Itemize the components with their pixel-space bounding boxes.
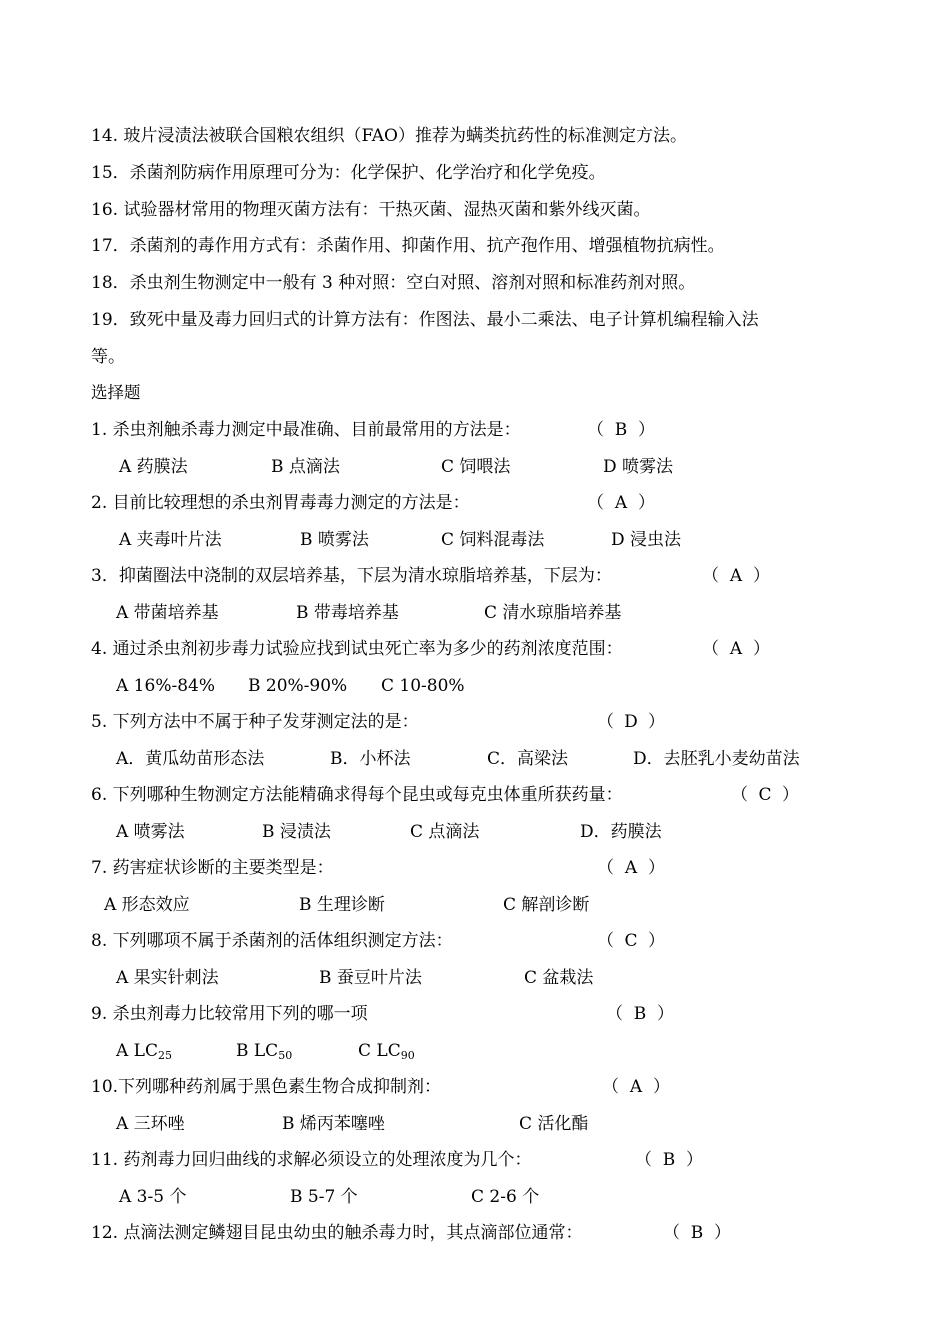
answer-letter: B (633, 1004, 647, 1024)
open-paren: （ (606, 1004, 623, 1024)
answer-bracket (702, 565, 770, 587)
statement-19: 19．致死中量及毒力回归式的计算方法有：作图法、最小二乘法、电子计算机编程输入法 (91, 310, 759, 330)
option-b: B 蚕豆叶片法 (319, 968, 422, 988)
open-paren: （ (731, 785, 748, 805)
answer-bracket (587, 492, 655, 514)
statement-16: 16. 试验器材常用的物理灭菌方法有：干热灭菌、湿热灭菌和紫外线灭菌。 (91, 200, 651, 220)
option-a: A $LC_{25}$ (116, 1041, 172, 1062)
answer-bracket (597, 711, 665, 733)
option-a: A 果实针刺法 (116, 968, 219, 988)
statement-15: 15．杀菌剂防病作用原理可分为：化学保护、化学治疗和化学免疫。 (91, 163, 606, 183)
option-d: D 喷雾法 (603, 457, 674, 477)
question-text: 11. 药剂毒力回归曲线的求解必须设立的处理浓度为几个： (91, 1150, 532, 1170)
question-text: 7. 药害症状诊断的主要类型是： (91, 858, 334, 878)
answer-bracket (587, 419, 655, 441)
option-a: A．黄瓜幼苗形态法 (116, 749, 265, 769)
question-text: 4. 通过杀虫剂初步毒力试验应找到试虫死亡率为多少的药剂浓度范围： (91, 639, 623, 659)
answer-letter: C (758, 785, 772, 805)
option-c: C．高梁法 (487, 749, 569, 769)
option-a: A 16%-84% (116, 676, 215, 696)
answer-letter: B (614, 420, 628, 440)
option-a: A 形态效应 (104, 895, 190, 915)
question-text: 8. 下列哪项不属于杀菌剂的活体组织测定方法： (91, 931, 453, 951)
option-d: D 浸虫法 (611, 530, 682, 550)
open-paren: （ (597, 931, 614, 951)
answer-letter: A (729, 639, 743, 659)
option-b: B 5-7 个 (290, 1187, 358, 1207)
answer-bracket (663, 1222, 731, 1244)
section-title: 选择题 (91, 383, 141, 402)
option-c: C 饲喂法 (441, 457, 511, 477)
open-paren: （ (587, 420, 604, 440)
close-paren: ） (686, 1150, 703, 1170)
answer-letter: A (624, 858, 638, 878)
statement-14: 14. 玻片浸渍法被联合国粮农组织（FAO）推荐为螨类抗药性的标准测定方法。 (91, 126, 687, 146)
option-c: C 2-6 个 (471, 1187, 540, 1207)
answer-bracket (597, 930, 665, 952)
close-paren: ） (648, 712, 665, 732)
answer-bracket (602, 1076, 670, 1098)
question-text: 9. 杀虫剂毒力比较常用下列的哪一项 (91, 1004, 368, 1024)
open-paren: （ (602, 1077, 619, 1097)
statement-17: 17．杀菌剂的毒作用方式有：杀菌作用、抑菌作用、抗产孢作用、增强植物抗病性。 (91, 236, 725, 256)
open-paren: （ (663, 1223, 680, 1243)
close-paren: ） (782, 785, 799, 805)
option-b: B 浸渍法 (262, 822, 331, 842)
subscript: 50 (278, 1049, 293, 1062)
option-b: B 生理诊断 (299, 895, 385, 915)
question-text: 12. 点滴法测定鳞翅目昆虫幼虫的触杀毒力时，其点滴部位通常： (91, 1223, 583, 1243)
close-paren: ） (648, 858, 665, 878)
answer-bracket (702, 638, 770, 660)
statement-19-continued: 等。 (91, 347, 125, 367)
open-paren: （ (702, 566, 719, 586)
question-text: 6. 下列哪种生物测定方法能精确求得每个昆虫或每克虫体重所获药量： (91, 785, 623, 805)
answer-letter: B (662, 1150, 676, 1170)
subscript: 90 (400, 1049, 415, 1062)
option-c: C 点滴法 (410, 822, 480, 842)
option-c: C $LC_{90}$ (358, 1041, 415, 1062)
question-text: 10.下列哪种药剂属于黑色素生物合成抑制剂： (91, 1077, 442, 1097)
open-paren: （ (597, 858, 614, 878)
option-a: A 药膜法 (119, 457, 188, 477)
option-a: A 喷雾法 (116, 822, 185, 842)
question-text: 5. 下列方法中不属于种子发芽测定法的是： (91, 712, 419, 732)
answer-letter: D (624, 712, 638, 732)
open-paren: （ (635, 1150, 652, 1170)
option-c: C 饲料混毒法 (441, 530, 545, 550)
answer-letter: C (624, 931, 638, 951)
close-paren: ） (638, 493, 655, 513)
answer-letter: A (629, 1077, 643, 1097)
option-b: B 喷雾法 (300, 530, 369, 550)
open-paren: （ (702, 639, 719, 659)
close-paren: ） (714, 1223, 731, 1243)
option-a: A 3-5 个 (119, 1187, 187, 1207)
option-b: B 带毒培养基 (296, 603, 399, 623)
close-paren: ） (638, 420, 655, 440)
option-b: B．小杯法 (330, 749, 411, 769)
close-paren: ） (657, 1004, 674, 1024)
answer-letter: A (729, 566, 743, 586)
answer-bracket (635, 1149, 703, 1171)
option-c: C 活化酯 (519, 1114, 589, 1134)
answer-bracket (731, 784, 799, 806)
answer-bracket (606, 1003, 674, 1025)
option-d: D．药膜法 (580, 822, 662, 842)
question-text: 3．抑菌圈法中浇制的双层培养基，下层为清水琼脂培养基，下层为： (91, 566, 612, 586)
option-b: B 点滴法 (271, 457, 340, 477)
option-b: B 20%-90% (248, 676, 348, 696)
open-paren: （ (587, 493, 604, 513)
option-c: C 10-80% (381, 676, 465, 696)
option-a: A 夹毒叶片法 (119, 530, 222, 550)
question-text: 2. 目前比较理想的杀虫剂胃毒毒力测定的方法是： (91, 493, 470, 513)
option-a: A 带菌培养基 (116, 603, 219, 623)
open-paren: （ (597, 712, 614, 732)
question-text: 1. 杀虫剂触杀毒力测定中最准确、目前最常用的方法是： (91, 420, 521, 440)
answer-letter: A (614, 493, 628, 513)
subscript: 25 (157, 1049, 172, 1062)
answer-letter: B (690, 1223, 704, 1243)
close-paren: ） (753, 639, 770, 659)
option-a: A 三环唑 (116, 1114, 185, 1134)
close-paren: ） (653, 1077, 670, 1097)
close-paren: ） (753, 566, 770, 586)
option-c: C 盆栽法 (524, 968, 594, 988)
option-d: D．去胚乳小麦幼苗法 (633, 749, 800, 769)
option-b: B $LC_{50}$ (236, 1041, 293, 1062)
close-paren: ） (648, 931, 665, 951)
option-c: C 清水琼脂培养基 (484, 603, 622, 623)
option-c: C 解剖诊断 (503, 895, 590, 915)
answer-bracket (597, 857, 665, 879)
option-b: B 烯丙苯噻唑 (282, 1114, 385, 1134)
statement-18: 18．杀虫剂生物测定中一般有 3 种对照：空白对照、溶剂对照和标准药剂对照。 (91, 273, 696, 293)
